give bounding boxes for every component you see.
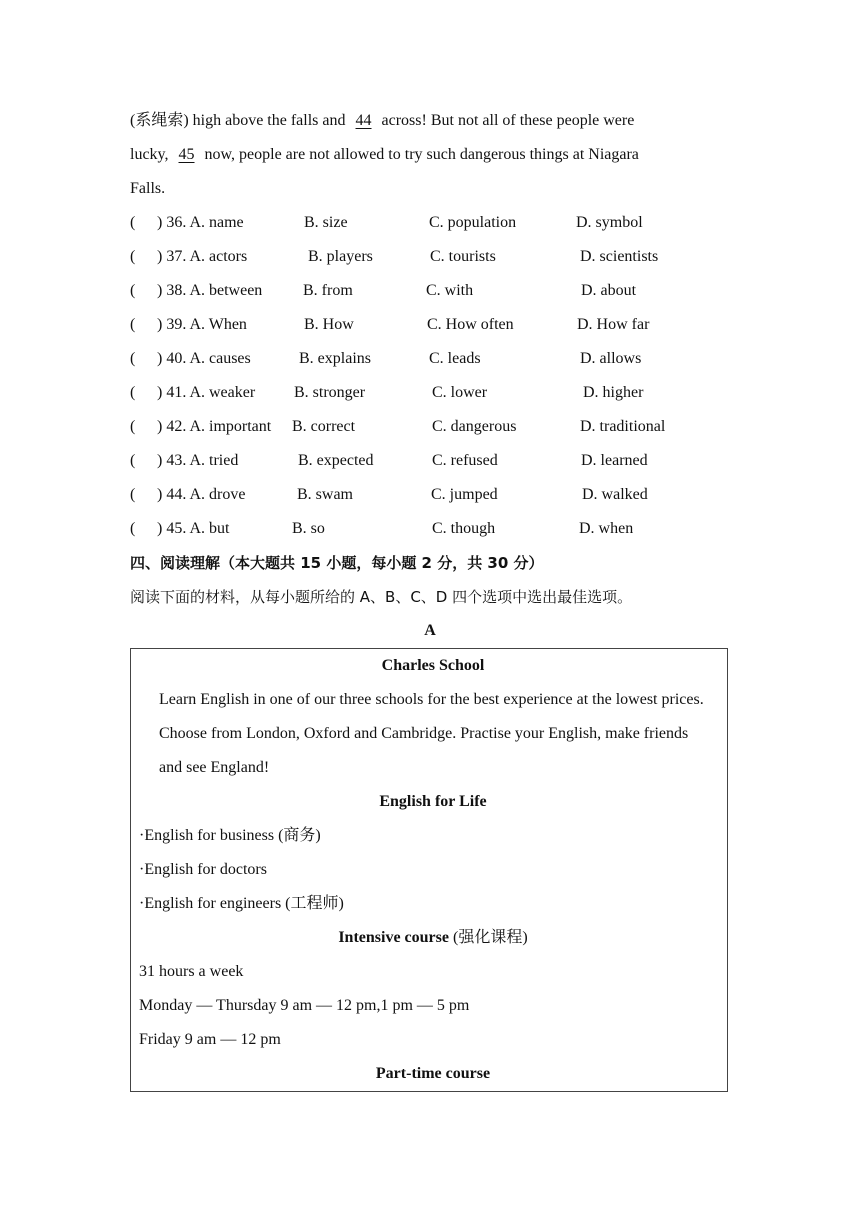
intensive-line: Monday — Thursday 9 am — 12 pm,1 pm — 5 pm	[139, 997, 470, 1014]
life-heading: English for Life	[379, 793, 487, 810]
option-c: C. dangerous	[432, 418, 517, 435]
option-c: C. jumped	[431, 486, 498, 503]
option-d: D. when	[579, 520, 634, 537]
option-a: ) 39. A. When	[157, 316, 247, 333]
document-page	[130, 104, 730, 1092]
option-d: D. higher	[583, 384, 644, 401]
parttime-heading: Part-time course	[375, 1065, 491, 1082]
option-b: B. expected	[298, 452, 374, 469]
intensive-heading-row	[139, 921, 727, 955]
passage-text: lucky,	[130, 146, 169, 163]
option-d: D. traditional	[580, 418, 666, 435]
option-b: B. so	[292, 520, 325, 537]
option-b: B. stronger	[294, 384, 366, 401]
blank-45: 45	[178, 146, 195, 163]
question-row	[130, 308, 730, 342]
intensive-note: (强化课程)	[448, 929, 528, 946]
option-d: D. walked	[582, 486, 648, 503]
passage-text: across! But not all of these people were	[381, 112, 635, 129]
option-a: ) 36. A. name	[157, 214, 244, 231]
option-a: ) 42. A. important	[157, 418, 272, 435]
option-c: C. How often	[427, 316, 514, 333]
answer-paren: (	[130, 418, 136, 435]
option-d: D. How far	[577, 316, 650, 333]
option-a: ) 43. A. tried	[157, 452, 239, 469]
passage-text: now, people are not allowed to try such dangerous things at Niagara	[204, 146, 639, 163]
option-b: B. correct	[292, 418, 356, 435]
intensive-heading: Intensive course	[338, 929, 449, 946]
option-a: ) 37. A. actors	[157, 248, 248, 265]
option-a: ) 44. A. drove	[157, 486, 246, 503]
answer-paren: (	[130, 452, 136, 469]
option-b: B. from	[303, 282, 353, 299]
option-c: C. population	[429, 214, 517, 231]
passage-line-3: Falls.	[130, 180, 166, 197]
question-row	[130, 410, 730, 444]
option-c: C. tourists	[430, 248, 496, 265]
question-row	[130, 376, 730, 410]
option-d: D. about	[581, 282, 637, 299]
passage-text: (系绳索) high above the falls and	[130, 112, 346, 129]
answer-paren: (	[130, 520, 136, 537]
question-row	[130, 478, 730, 512]
option-d: D. learned	[581, 452, 648, 469]
option-a: ) 38. A. between	[157, 282, 263, 299]
option-c: C. refused	[432, 452, 498, 469]
life-item: ·English for doctors	[139, 861, 267, 878]
option-c: C. lower	[432, 384, 488, 401]
section-instruction: 阅读下面的材料，从每小题所给的 A、B、C、D 四个选项中选出最佳选项。	[130, 588, 633, 606]
option-c: C. though	[432, 520, 496, 537]
part-label: A	[424, 622, 436, 639]
life-item: ·English for business (商务)	[139, 827, 321, 844]
answer-paren: (	[130, 214, 136, 231]
option-d: D. allows	[580, 350, 642, 367]
intensive-line: Friday 9 am — 12 pm	[139, 1031, 281, 1048]
option-c: C. leads	[429, 350, 481, 367]
question-row	[130, 512, 730, 546]
option-d: D. symbol	[576, 214, 643, 231]
question-row	[130, 240, 730, 274]
answer-paren: (	[130, 350, 136, 367]
life-item: ·English for engineers (工程师)	[139, 895, 344, 912]
option-b: B. swam	[297, 486, 353, 503]
passage-line-2	[130, 138, 730, 172]
answer-paren: (	[130, 282, 136, 299]
question-row	[130, 342, 730, 376]
answer-paren: (	[130, 248, 136, 265]
option-a: ) 45. A. but	[157, 520, 230, 537]
blank-44: 44	[355, 112, 372, 129]
section-title: 四、阅读理解（本大题共 15 小题，每小题 2 分，共 30 分）	[130, 554, 544, 572]
school-name: Charles School	[381, 657, 485, 674]
intensive-line: 31 hours a week	[139, 963, 244, 980]
question-row	[130, 274, 730, 308]
advertisement-box	[130, 648, 728, 1092]
question-list	[130, 206, 730, 546]
option-a: ) 41. A. weaker	[157, 384, 256, 401]
question-row	[130, 206, 730, 240]
option-d: D. scientists	[580, 248, 659, 265]
answer-paren: (	[130, 316, 136, 333]
question-row	[130, 444, 730, 478]
answer-paren: (	[130, 384, 136, 401]
passage-line-1	[130, 104, 730, 138]
option-b: B. How	[304, 316, 354, 333]
option-b: B. size	[304, 214, 348, 231]
option-a: ) 40. A. causes	[157, 350, 251, 367]
option-b: B. explains	[299, 350, 371, 367]
option-c: C. with	[426, 282, 474, 299]
option-b: B. players	[308, 248, 373, 265]
answer-paren: (	[130, 486, 136, 503]
school-intro: Learn English in one of our three schools for the best experience at the lowest prices. Choose from London, Oxford and Cambridge. Practise your English, make friends and see England!	[159, 691, 704, 776]
